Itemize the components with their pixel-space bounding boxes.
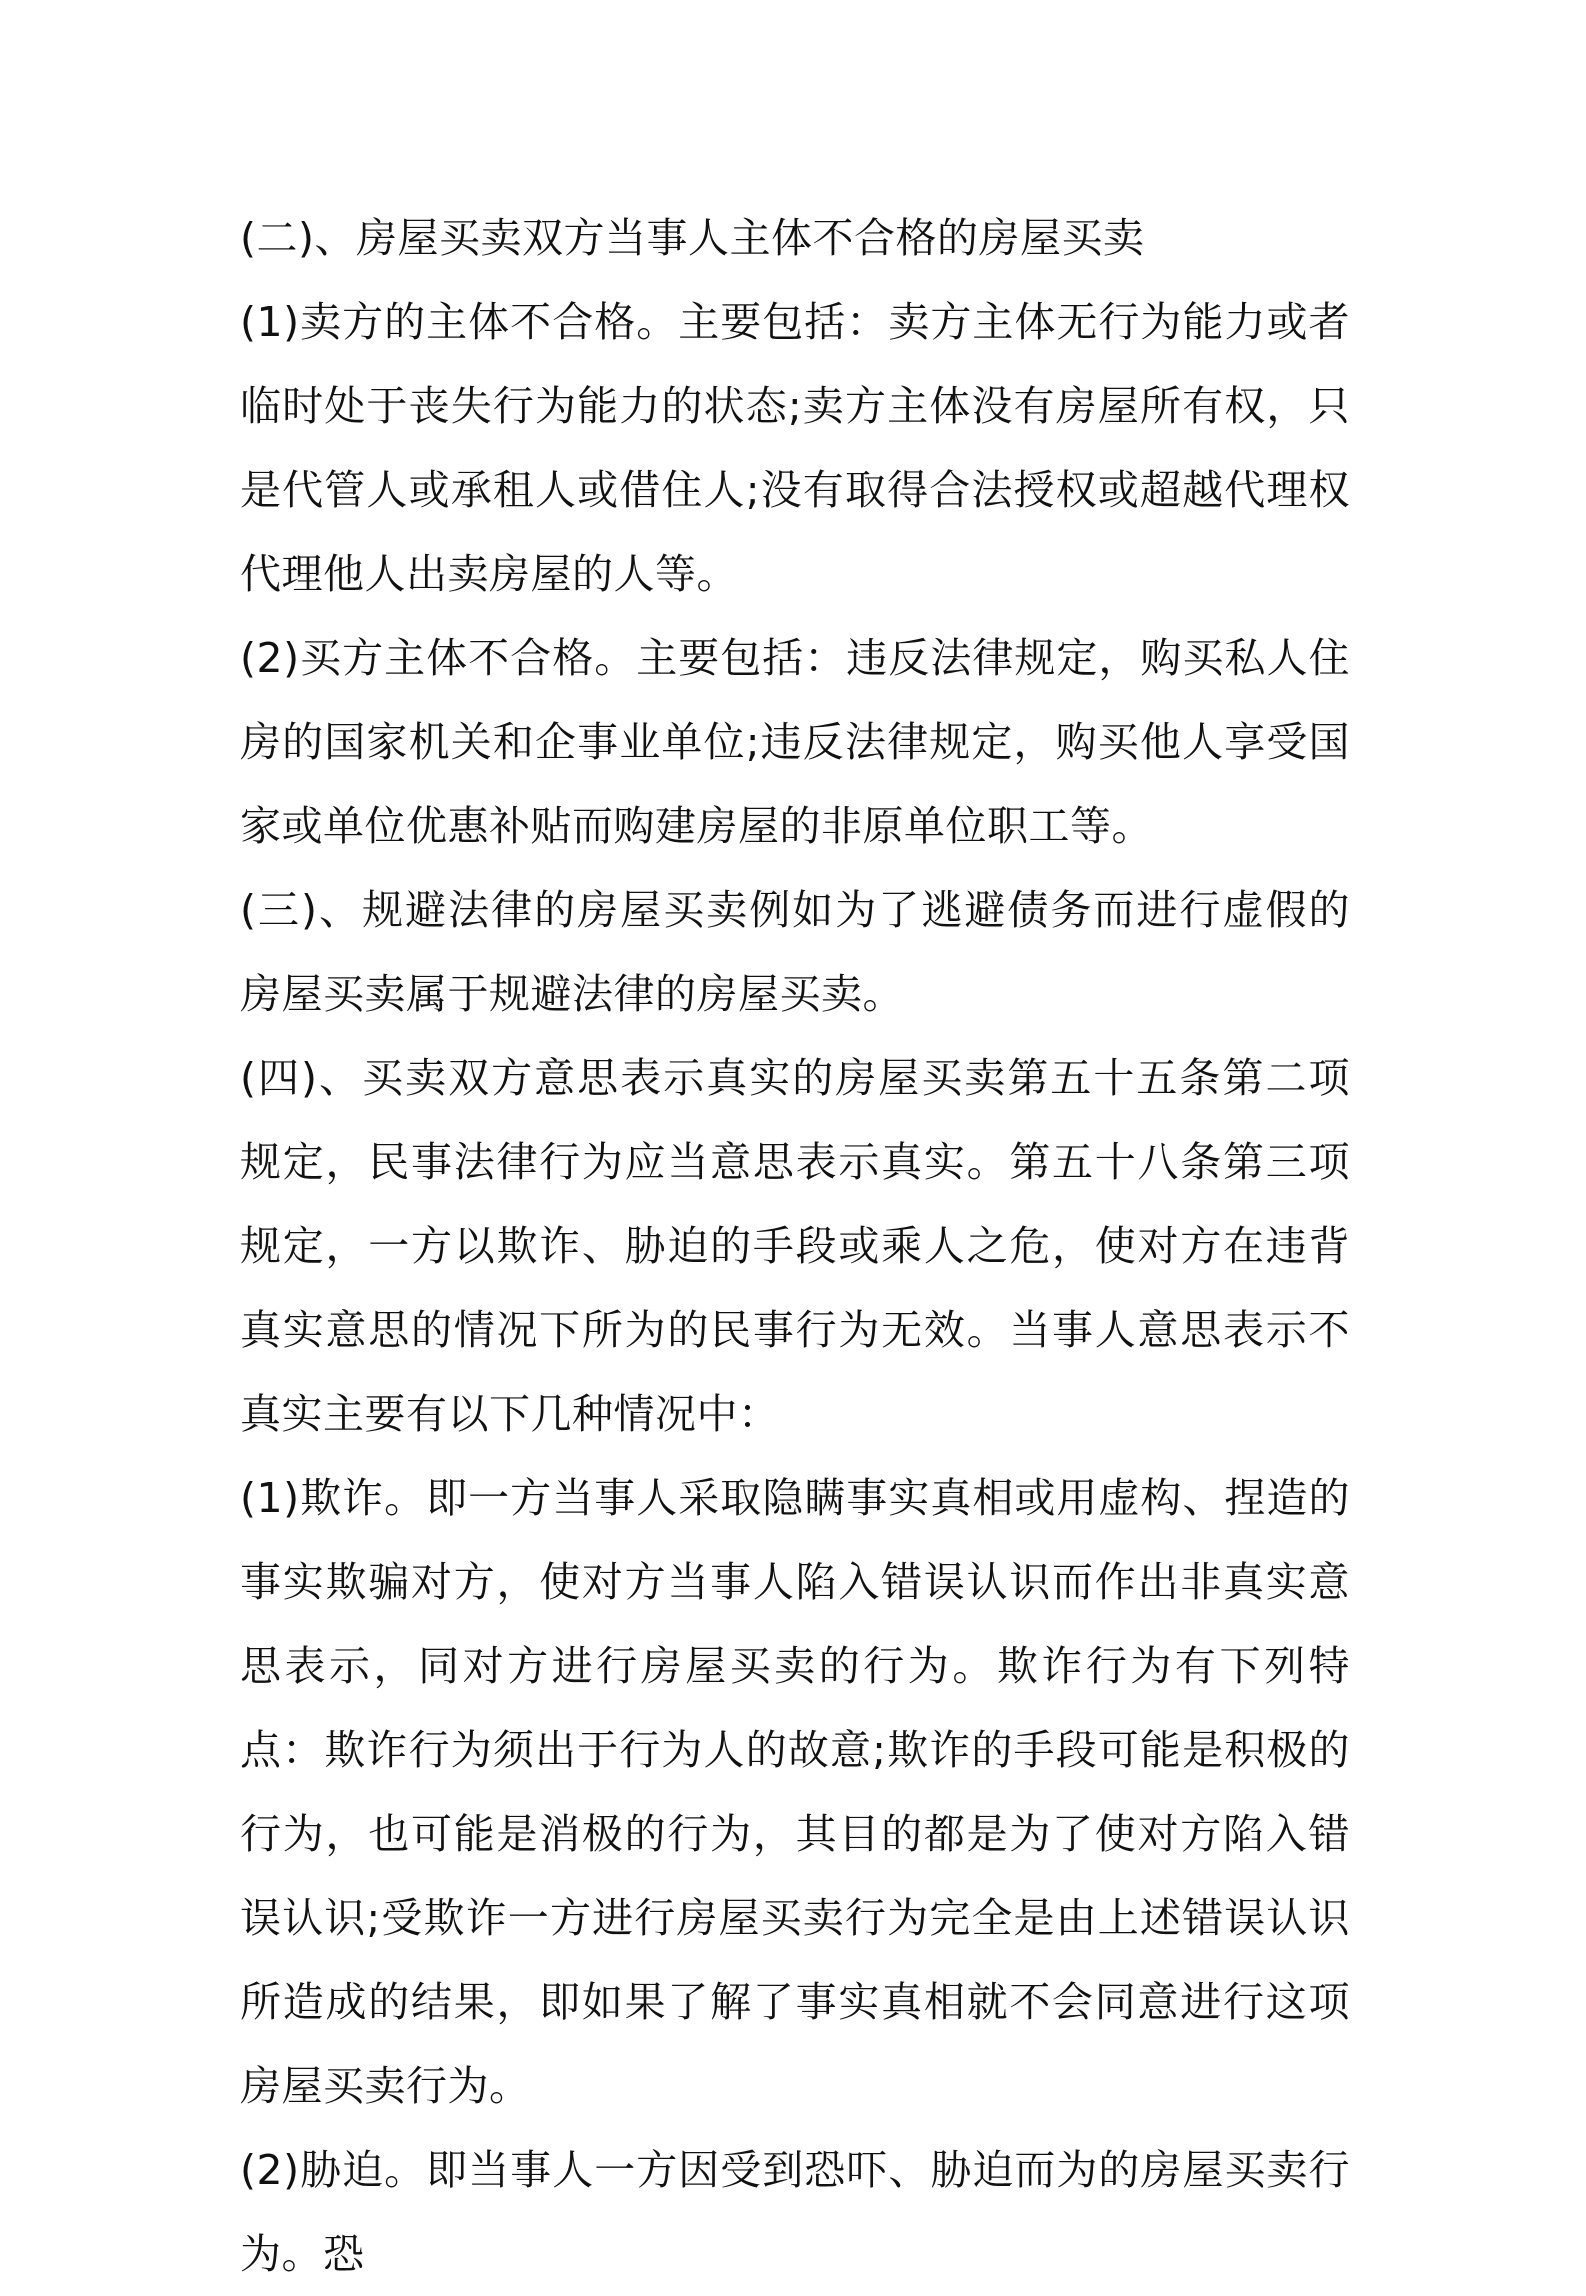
paragraph-coercion: (2)胁迫。即当事人一方因受到恐吓、胁迫而为的房屋买卖行为。恐 — [240, 2146, 1350, 2278]
section-true-intent: (四)、买卖双方意思表示真实的房屋买卖第五十五条第二项规定，民事法律行为应当意思表示真实。第五十八条第三项规定，一方以欺诈、胁迫的手段或乘人之危，使对方在违背真实意思的情况下所为的民事行为无效。当事人意思表示不真实主要有以下几种情况中： — [240, 1054, 1350, 1438]
section-evading-law: (三)、规避法律的房屋买卖例如为了逃避债务而进行虚假的房屋买卖属于规避法律的房屋买卖。 — [240, 886, 1350, 1018]
paragraph-seller-unqualified: (1)卖方的主体不合格。主要包括：卖方主体无行为能力或者临时处于丧失行为能力的状态;卖方主体没有房屋所有权，只是代管人或承租人或借住人;没有取得合法授权或超越代理权代理他人出卖房屋的人等。 — [240, 298, 1350, 598]
document-body — [240, 196, 1350, 2296]
section-heading-2: (二)、房屋买卖双方当事人主体不合格的房屋买卖 — [240, 214, 1145, 262]
paragraph-fraud: (1)欺诈。即一方当事人采取隐瞒事实真相或用虚构、捏造的事实欺骗对方，使对方当事人陷入错误认识而作出非真实意思表示，同对方进行房屋买卖的行为。欺诈行为有下列特点：欺诈行为须出于行为人的故意;欺诈的手段可能是积极的行为，也可能是消极的行为，其目的都是为了使对方陷入错误认识;受欺诈一方进行房屋买卖行为完全是由上述错误认识所造成的结果，即如果了解了事实真相就不会同意进行这项房屋买卖行为。 — [240, 1474, 1350, 2110]
paragraph-buyer-unqualified: (2)买方主体不合格。主要包括：违反法律规定，购买私人住房的国家机关和企事业单位;违反法律规定，购买他人享受国家或单位优惠补贴而购建房屋的非原单位职工等。 — [240, 634, 1350, 850]
